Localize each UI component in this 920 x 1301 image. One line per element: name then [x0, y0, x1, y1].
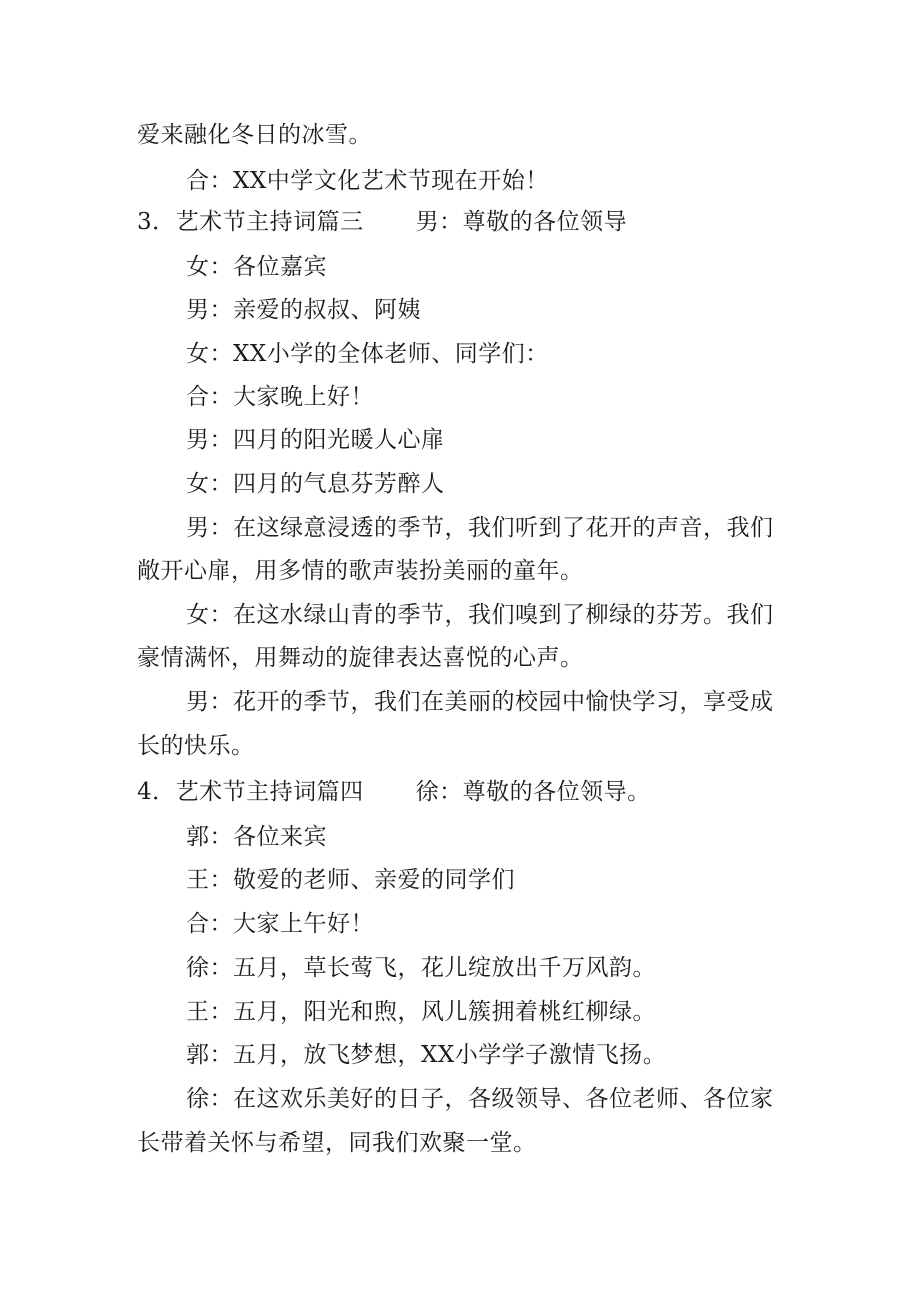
text-line: 豪情满怀，用舞动的旋律表达喜悦的心声。 — [137, 645, 584, 671]
text-line: 合：XX中学文化艺术节现在开始！ — [186, 168, 549, 194]
text-line: 女：各位嘉宾 — [186, 254, 327, 280]
text-line: 王：敬爱的老师、亲爱的同学们 — [186, 867, 515, 893]
text-line: 男：尊敬的各位领导 — [415, 209, 628, 235]
text-line: 爱来融化冬日的冰雪。 — [137, 122, 372, 148]
section-heading-4 — [137, 777, 651, 807]
text-line: 男：亲爱的叔叔、阿姨 — [186, 297, 421, 323]
text-line: 徐：五月，草长莺飞，花儿绽放出千万风韵。 — [186, 955, 656, 981]
text-line: 男：四月的阳光暖人心扉 — [186, 427, 445, 453]
text-line: 郭：五月，放飞梦想，XX小学学子激情飞扬。 — [186, 1042, 667, 1068]
text-line: 徐：尊敬的各位领导。 — [415, 779, 651, 805]
text-line: 女：在这水绿山青的季节，我们嗅到了柳绿的芬芳。我们 — [186, 602, 774, 628]
text-line: 合：大家晚上好！ — [186, 384, 374, 410]
section-heading-3 — [137, 207, 627, 237]
section-title: 4．艺术节主持词篇四 — [137, 779, 364, 805]
text-line: 女：四月的气息芬芳醉人 — [186, 471, 445, 497]
text-line: 郭：各位来宾 — [186, 824, 327, 850]
text-line: 长带着关怀与希望，同我们欢聚一堂。 — [137, 1130, 537, 1156]
text-line: 长的快乐。 — [137, 733, 255, 759]
text-line: 王：五月，阳光和煦，风儿簇拥着桃红柳绿。 — [186, 999, 656, 1025]
text-line: 合：大家上午好！ — [186, 911, 374, 937]
text-line: 徐：在这欢乐美好的日子，各级领导、各位老师、各位家 — [186, 1086, 774, 1112]
text-line: 男：花开的季节，我们在美丽的校园中愉快学习，享受成 — [186, 689, 774, 715]
text-line: 女：XX小学的全体老师、同学们： — [186, 341, 549, 367]
text-line: 敞开心扉，用多情的歌声装扮美丽的童年。 — [137, 558, 584, 584]
section-title: 3．艺术节主持词篇三 — [137, 209, 364, 235]
text-line: 男：在这绿意浸透的季节，我们听到了花开的声音，我们 — [186, 515, 774, 541]
